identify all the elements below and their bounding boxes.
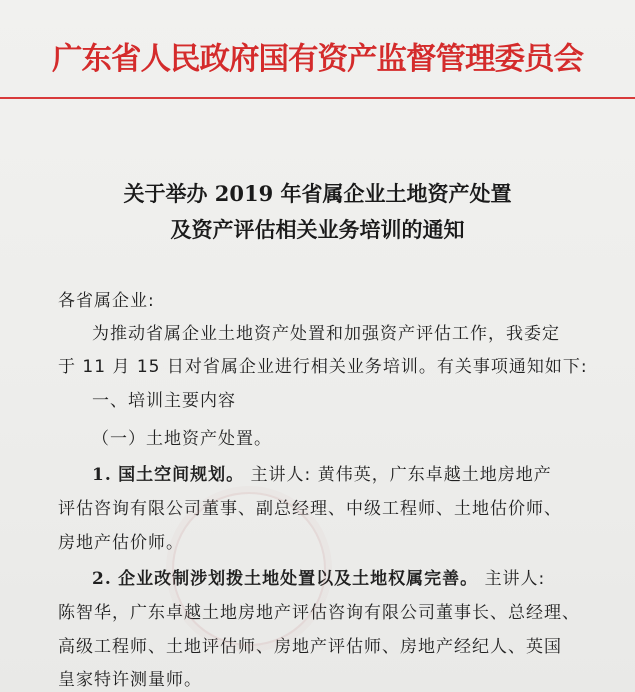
item-2-line-3: 高级工程师、土地评估师、房地产评估师、房地产经纪人、英国 [58, 637, 562, 657]
item-2-speaker-label: 主讲人: [484, 569, 546, 589]
item-1-topic: 国土空间规划。 [118, 465, 245, 485]
subsection-1: （一）土地资产处置。 [92, 429, 272, 449]
intro-line-2: 于 11 月 15 日对省属企业进行相关业务培训。有关事项通知如下: [58, 357, 588, 377]
notice-title-line-1: 关于举办 2019 年省属企业土地资产处置 [123, 181, 512, 206]
section-heading-1: 一、培训主要内容 [92, 391, 236, 411]
faint-seal-stamp [172, 492, 326, 646]
item-1-line-1 [92, 460, 552, 485]
item-1-line-3: 房地产估价师。 [58, 533, 184, 553]
notice-title-line-2: 及资产评估相关业务培训的通知 [170, 217, 465, 242]
item-1-line-2: 评估咨询有限公司董事、副总经理、中级工程师、土地估价师、 [58, 499, 562, 519]
salutation: 各省属企业: [58, 291, 155, 311]
item-2-line-2: 陈智华，广东卓越土地房地产评估咨询有限公司董事长、总经理、 [58, 603, 580, 623]
item-2-topic: 企业改制涉划拨土地处置以及土地权属完善。 [118, 569, 479, 589]
item-2-line-4: 皇家特许测量师。 [58, 670, 202, 690]
item-1-number: 1. [92, 465, 112, 485]
intro-line-1: 为推动省属企业土地资产处置和加强资产评估工作，我委定 [92, 324, 560, 344]
letterhead-red-rule [0, 97, 635, 99]
item-1-speaker: 主讲人: 黄伟英，广东卓越土地房地产 [250, 465, 552, 485]
item-2-number: 2. [92, 569, 112, 589]
letterhead-org-name: 广东省人民政府国有资产监督管理委员会 [52, 42, 583, 77]
